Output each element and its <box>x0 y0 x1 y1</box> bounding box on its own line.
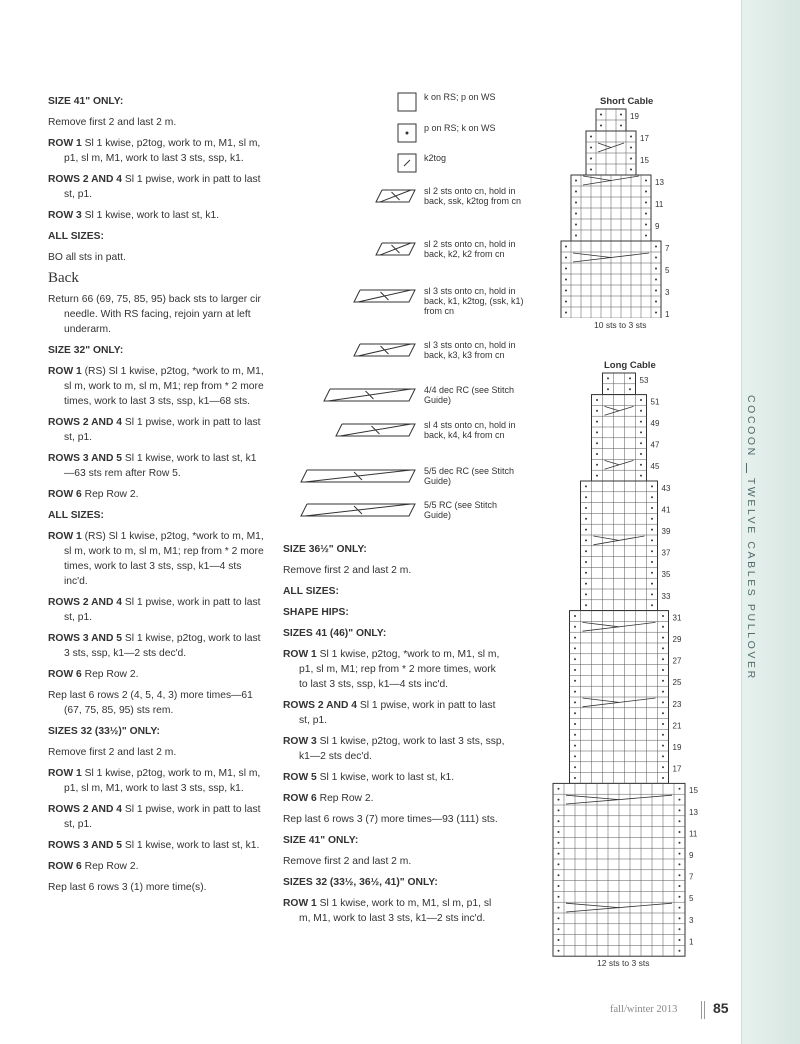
row-label: ROWS 2 AND 4 <box>48 417 122 428</box>
long-cable-subtitle: 12 sts to 3 sts <box>597 958 650 968</box>
row-instruction <box>48 487 265 502</box>
chart-row-number: 19 <box>672 743 682 752</box>
instruction-text: Rep last 6 rows 3 (1) more time(s). <box>48 882 207 893</box>
chart-row-number: 33 <box>661 591 671 601</box>
row-text: Sl 1 pwise, work in patt to last st, p1. <box>64 597 261 623</box>
key-entry <box>291 385 521 419</box>
row-text: (RS) Sl 1 kwise, p2tog, *work to m, M1, sl m, work to m, sl m, M1; rep from * 2 more times, work to last 3 sts, ssp, k1—4 sts inc'd. <box>64 531 264 587</box>
instruction-text: Remove first 2 and last 2 m. <box>283 565 412 576</box>
chart-tier <box>586 131 636 175</box>
chart-row-number: 31 <box>672 613 682 623</box>
chart-row-number: 19 <box>630 112 639 121</box>
row-label: ROW 6 <box>48 669 82 680</box>
key-text: 5/5 dec RC (see Stitch Guide) <box>424 466 515 486</box>
chart-tier <box>581 481 658 611</box>
short-cable-title: Short Cable <box>600 96 654 107</box>
row-label: ROWS 2 AND 4 <box>48 597 122 608</box>
row-label: ROW 6 <box>283 793 317 804</box>
size-heading: SIZES 32 (33½)" ONLY: <box>48 726 160 737</box>
size-heading: SIZE 32" ONLY: <box>48 345 124 356</box>
chart-row-number: 45 <box>650 462 660 472</box>
chart-row-number: 11 <box>689 829 698 839</box>
cable-2-2-icon <box>375 239 417 259</box>
row-instruction <box>48 802 265 832</box>
row-instruction <box>48 667 265 682</box>
row-label: ROWS 2 AND 4 <box>48 174 122 185</box>
chart-row-number: 35 <box>661 570 671 580</box>
chart-row-number: 39 <box>661 527 671 536</box>
row-label: ROW 6 <box>48 489 82 500</box>
chart-tier <box>570 611 669 784</box>
dot-box-icon <box>397 123 417 143</box>
key-text: k on RS; p on WS <box>424 92 496 102</box>
key-text: sl 2 sts onto cn, hold in back, k2, k2 from cn <box>424 239 516 259</box>
instruction-text: Rep last 6 rows 2 (4, 5, 4, 3) more times—61 (67, 75, 85, 95) sts rem. <box>48 690 253 716</box>
size-heading: ALL SIZES: <box>283 586 339 597</box>
instruction-text: Remove first 2 and last 2 m. <box>48 747 177 758</box>
middle-text-column <box>283 542 505 932</box>
chart-tier <box>561 241 661 318</box>
chart-row-number: 3 <box>665 288 670 297</box>
cable-5-5-dec-icon <box>300 466 417 486</box>
instruction-text: Remove first 2 and last 2 m. <box>48 117 177 128</box>
row-label: ROWS 2 AND 4 <box>48 804 122 815</box>
row-label: ROW 3 <box>48 210 82 221</box>
chart-row-number: 41 <box>661 505 671 515</box>
key-entry <box>291 466 521 500</box>
chart-row-number: 25 <box>672 678 682 688</box>
row-label: ROW 1 <box>48 138 82 149</box>
key-text: sl 3 sts onto cn, hold in back, k3, k3 from cn <box>424 340 516 360</box>
left-text-column <box>48 94 265 901</box>
row-text: Rep Row 2. <box>81 861 139 872</box>
folio-divider <box>701 1001 705 1019</box>
row-label: ROW 5 <box>283 772 317 783</box>
chart-row-number: 37 <box>661 548 671 558</box>
chart-row-number: 13 <box>655 178 664 187</box>
chart-row-number: 7 <box>665 244 670 253</box>
instruction-text: Rep last 6 rows 3 (7) more times—93 (111) sts. <box>283 814 498 825</box>
row-text: Sl 1 pwise, work in patt to last st, p1. <box>64 417 261 443</box>
chart-tier <box>571 175 651 241</box>
row-text: Rep Row 2. <box>316 793 374 804</box>
row-instruction <box>283 698 505 728</box>
row-text: Sl 1 kwise, work to m, M1, sl m, p1, sl m, M1, work to last 3 sts, k1—2 sts inc'd. <box>299 898 492 924</box>
row-instruction <box>283 734 505 764</box>
row-label: ROWS 3 AND 5 <box>48 633 122 644</box>
row-text: Sl 1 kwise, p2tog, work to last 3 sts, ssp, k1—2 sts dec'd. <box>299 736 505 762</box>
row-text: Sl 1 pwise, work in patt to last st, p1. <box>64 174 261 200</box>
row-instruction <box>283 647 505 692</box>
row-text: Sl 1 kwise, p2tog, work to m, M1, sl m, p1, sl m, M1, work to last 3 sts, ssp, k1. <box>64 768 261 794</box>
key-entry <box>291 239 521 273</box>
chart-row-number: 9 <box>689 851 694 860</box>
chart-row-number: 49 <box>650 419 660 428</box>
key-text: p on RS; k on WS <box>424 123 496 133</box>
instruction-text: Remove first 2 and last 2 m. <box>283 856 412 867</box>
size-heading: SHAPE HIPS: <box>283 607 349 618</box>
row-instruction <box>48 415 265 445</box>
row-label: ROW 1 <box>283 898 317 909</box>
size-heading: SIZE 36½" ONLY: <box>283 544 367 555</box>
row-instruction <box>48 529 265 589</box>
short-cable-chart <box>560 108 700 318</box>
row-label: ROW 1 <box>48 531 82 542</box>
row-instruction <box>283 770 505 785</box>
row-text: Sl 1 pwise, work in patt to last st, p1. <box>64 804 261 830</box>
row-label: ROW 1 <box>48 366 82 377</box>
row-text: Sl 1 kwise, p2tog, *work to m, M1, sl m, p1, sl m, M1; rep from * 2 more times, work to last 3 sts, ssp, k1—4 sts inc'd. <box>299 649 500 690</box>
row-instruction <box>48 136 265 166</box>
chart-row-number: 27 <box>672 656 682 666</box>
key-entry <box>291 153 521 187</box>
chart-row-number: 23 <box>672 699 682 709</box>
size-heading: SIZE 41" ONLY: <box>48 96 124 107</box>
chart-row-number: 7 <box>689 872 694 882</box>
key-text: sl 3 sts onto cn, hold in back, k1, k2tog, (ssk, k1) from cn <box>424 286 524 316</box>
key-entry <box>291 420 521 454</box>
row-text: (RS) Sl 1 kwise, p2tog, *work to m, M1, sl m, work to m, sl m, M1; rep from * 2 more times, work to last 3 sts, ssp, k1—68 sts. <box>64 366 264 407</box>
page-number: 85 <box>713 1000 729 1016</box>
cable-4-4-icon <box>335 420 417 440</box>
row-text: Rep Row 2. <box>81 669 139 680</box>
key-entry <box>291 500 521 534</box>
row-instruction <box>283 896 505 926</box>
row-instruction <box>48 631 265 661</box>
chart-row-number: 15 <box>689 786 698 796</box>
key-entry <box>291 123 521 157</box>
cable-3-3-icon <box>353 340 417 360</box>
size-heading: ALL SIZES: <box>48 510 104 521</box>
row-text: Sl 1 kwise, p2tog, work to m, M1, sl m, p1, sl m, M1, work to last 3 sts, ssp, k1. <box>64 138 261 164</box>
chart-tier <box>592 395 647 481</box>
key-entry <box>291 340 521 374</box>
chart-row-number: 17 <box>672 764 682 774</box>
chart-row-number: 29 <box>672 635 682 644</box>
chart-row-number: 15 <box>640 156 649 165</box>
key-text: 5/5 RC (see Stitch Guide) <box>424 500 498 520</box>
chart-row-number: 43 <box>661 483 671 493</box>
chart-row-number: 13 <box>689 807 698 817</box>
key-text: k2tog <box>424 153 447 163</box>
row-instruction <box>48 595 265 625</box>
row-text: Sl 1 kwise, work to last st, k1. <box>122 840 260 851</box>
row-label: ROWS 3 AND 5 <box>48 453 122 464</box>
chart-row-number: 21 <box>672 721 682 731</box>
issue-folio: fall/winter 2013 <box>610 1004 678 1015</box>
instruction-text: BO all sts in patt. <box>48 252 126 263</box>
chart-row-number: 47 <box>650 440 660 450</box>
sidebar-title: COCOON <box>745 395 757 458</box>
chart-row-number: 51 <box>650 397 660 407</box>
row-instruction <box>48 766 265 796</box>
sidebar-running-head <box>745 395 757 681</box>
row-text: Sl 1 kwise, work to last st, k1. <box>316 772 455 783</box>
row-instruction <box>48 451 265 481</box>
chart-row-number: 9 <box>655 222 660 231</box>
chart-row-number: 5 <box>689 894 694 904</box>
row-label: ROWS 3 AND 5 <box>48 840 122 851</box>
slash-box-icon <box>397 153 417 173</box>
row-label: ROW 3 <box>283 736 317 747</box>
cable-4-4-dec-icon <box>323 385 417 405</box>
row-label: ROW 1 <box>48 768 82 779</box>
key-entry <box>291 286 524 320</box>
row-text: Rep Row 2. <box>81 489 139 500</box>
row-text: Sl 1 kwise, p2tog, work to last 3 sts, ssp, k1—2 sts dec'd. <box>64 633 261 659</box>
key-text: sl 2 sts onto cn, hold in back, ssk, k2tog from cn <box>424 186 522 206</box>
row-instruction <box>48 838 265 853</box>
section-heading: Back <box>48 270 79 286</box>
key-entry <box>291 186 521 220</box>
chart-row-number: 5 <box>665 266 670 275</box>
row-label: ROWS 2 AND 4 <box>283 700 357 711</box>
chart-tier <box>603 373 636 395</box>
long-cable-title: Long Cable <box>604 360 656 371</box>
sidebar-subtitle: TWELVE CABLES PULLOVER <box>745 477 757 681</box>
chart-row-number: 1 <box>665 310 670 318</box>
row-label: ROW 6 <box>48 861 82 872</box>
row-instruction <box>48 364 265 409</box>
chart-row-number: 1 <box>689 937 694 947</box>
key-text: sl 4 sts onto cn, hold in back, k4, k4 from cn <box>424 420 516 440</box>
cable-5-5-icon <box>300 500 417 520</box>
key-entry <box>291 92 521 126</box>
row-instruction <box>48 859 265 874</box>
row-instruction <box>48 208 265 223</box>
box-icon <box>397 92 417 112</box>
chart-tier <box>596 109 626 131</box>
row-instruction <box>283 791 505 806</box>
row-label: ROW 1 <box>283 649 317 660</box>
chart-tier <box>553 783 685 956</box>
row-text: Sl 1 pwise, work in patt to last st, p1. <box>299 700 496 726</box>
chart-row-number: 17 <box>640 134 649 143</box>
size-heading: ALL SIZES: <box>48 231 104 242</box>
instruction-text: Return 66 (69, 75, 85, 95) back sts to larger cir needle. With RS facing, rejoin yarn at left underarm. <box>48 294 261 335</box>
long-cable-chart <box>552 372 712 957</box>
chart-row-number: 11 <box>655 200 664 209</box>
key-text: 4/4 dec RC (see Stitch Guide) <box>424 385 515 405</box>
cable-3-3-dec-icon <box>353 286 417 306</box>
chart-row-number: 53 <box>639 375 649 385</box>
short-cable-subtitle: 10 sts to 3 sts <box>594 320 647 330</box>
size-heading: SIZES 32 (33½, 36½, 41)" ONLY: <box>283 877 438 888</box>
row-instruction <box>48 172 265 202</box>
size-heading: SIZES 41 (46)" ONLY: <box>283 628 387 639</box>
row-text: Sl 1 kwise, work to last st, k1. <box>81 210 220 221</box>
cable-2-2-ssk-icon <box>375 186 417 206</box>
row-text: Sl 1 kwise, work to last st, k1—63 sts rem after Row 5. <box>64 453 257 479</box>
size-heading: SIZE 41" ONLY: <box>283 835 359 846</box>
chart-row-number: 3 <box>689 915 694 925</box>
